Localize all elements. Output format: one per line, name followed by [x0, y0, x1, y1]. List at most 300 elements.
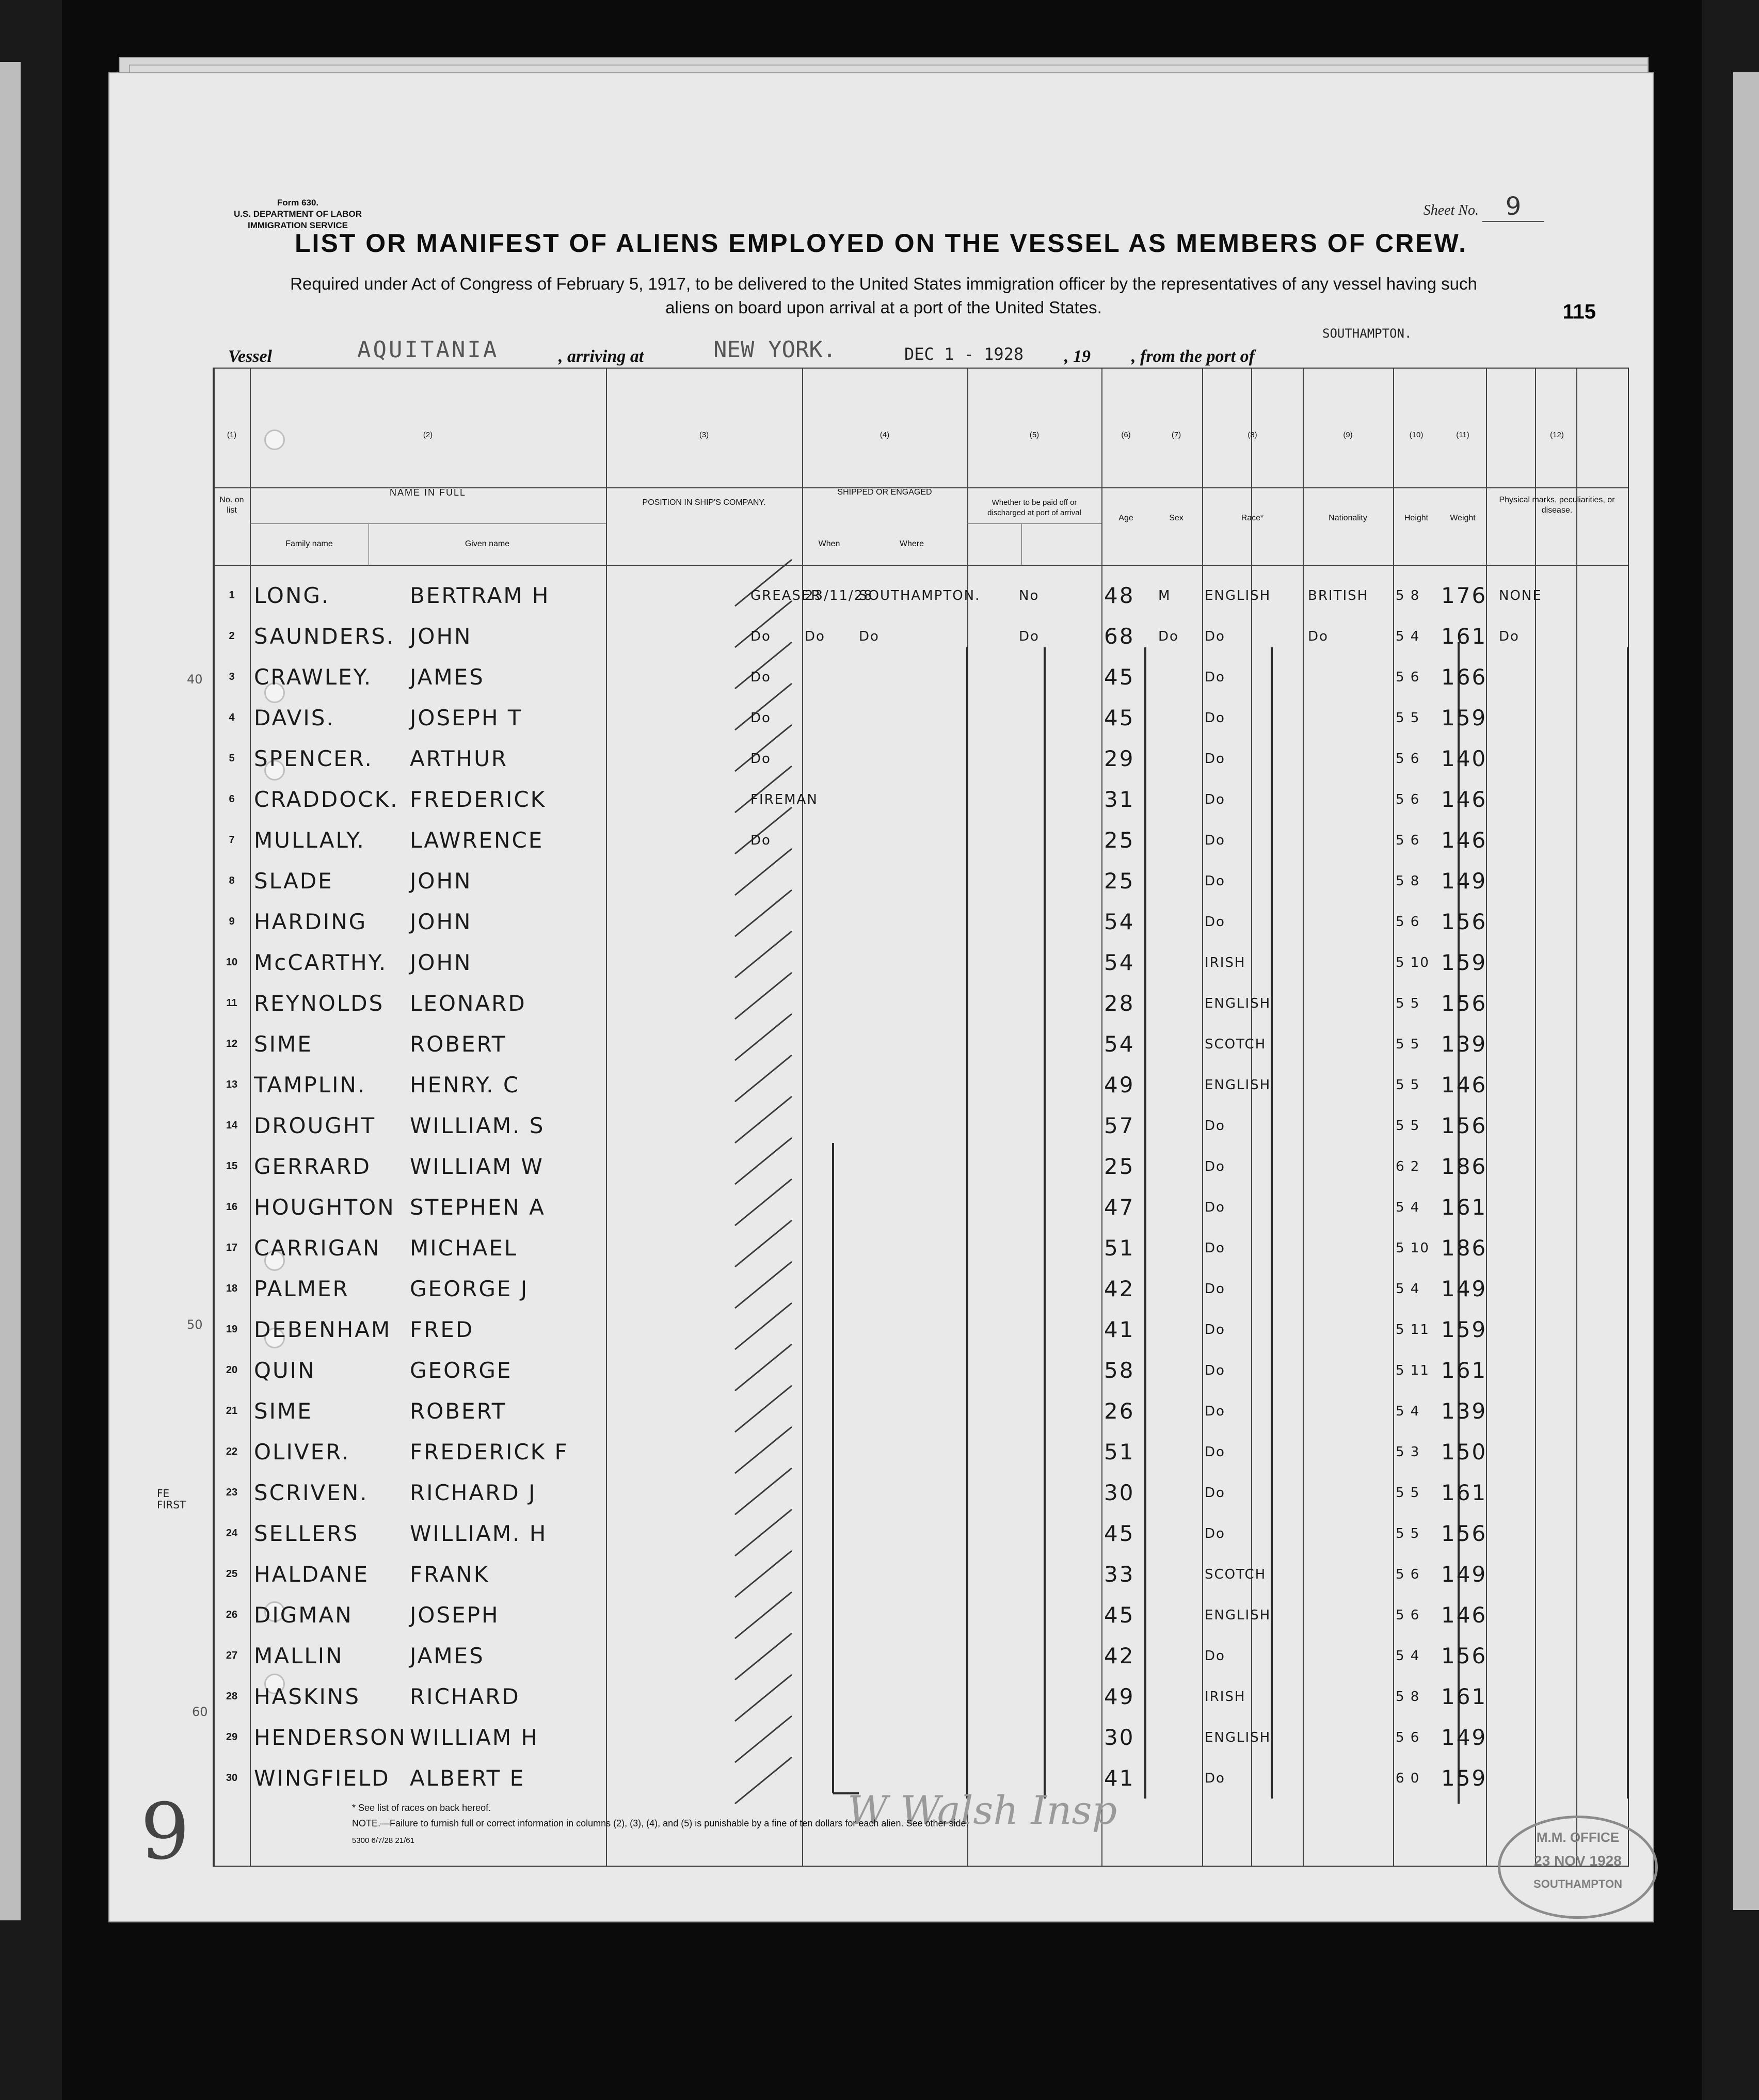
cell-paid: Do	[1019, 628, 1040, 644]
cell-when: Do	[805, 628, 825, 644]
cell-given: JOHN	[410, 909, 472, 934]
cell-nationality	[1308, 1268, 1396, 1309]
cell-no: 23	[226, 1487, 238, 1498]
cell-given: JOSEPH T	[410, 705, 523, 730]
cell-race: Do	[1205, 628, 1225, 644]
cell-where	[859, 1554, 967, 1595]
col-header-height: Height	[1404, 514, 1429, 522]
table-row	[214, 1309, 1628, 1350]
cell-nationality	[1308, 983, 1396, 1024]
cell-height: 5 3	[1396, 1444, 1420, 1460]
cell-family: PALMER	[254, 1276, 349, 1301]
col-header-race: Race*	[1241, 514, 1264, 522]
cell-family: SIME	[254, 1031, 313, 1057]
col-8-number: (8)	[1248, 431, 1257, 439]
cell-no: 6	[229, 793, 235, 805]
cell-sex	[1158, 1024, 1200, 1064]
cell-physical	[1499, 1431, 1602, 1472]
cell-age: 25	[1104, 868, 1135, 894]
cell-physical	[1499, 1595, 1602, 1635]
cell-family: LONG.	[254, 583, 330, 608]
cell-nationality	[1308, 1228, 1396, 1268]
cell-weight: 149	[1441, 1562, 1488, 1587]
cell-race: Do	[1205, 1281, 1225, 1297]
cell-age: 25	[1104, 1154, 1135, 1179]
cell-physical	[1499, 820, 1602, 861]
cell-height: 5 6	[1396, 1566, 1420, 1582]
cell-height: 5 6	[1396, 1729, 1420, 1745]
cell-when	[805, 1105, 861, 1146]
cell-no: 7	[229, 834, 235, 846]
cell-paid	[1019, 738, 1096, 779]
cell-age: 54	[1104, 1031, 1135, 1057]
cell-nationality	[1308, 1431, 1396, 1472]
cell-no: 8	[229, 875, 235, 886]
cell-physical	[1499, 697, 1602, 738]
cell-race: Do	[1205, 1648, 1225, 1664]
col-11-number: (11)	[1456, 431, 1469, 439]
col-3-number: (3)	[699, 431, 709, 439]
cell-when	[805, 942, 861, 983]
cell-when	[805, 697, 861, 738]
document-title: LIST OR MANIFEST OF ALIENS EMPLOYED ON THE VESSEL AS MEMBERS OF CREW.	[295, 229, 1467, 258]
cell-when	[805, 861, 861, 901]
cell-position: Do	[750, 628, 771, 644]
adjacent-page-right	[1733, 72, 1759, 1910]
cell-physical	[1499, 1717, 1602, 1758]
cell-nationality	[1308, 901, 1396, 942]
cell-age: 41	[1104, 1765, 1135, 1791]
cell-nationality	[1308, 697, 1396, 738]
cell-race: ENGLISH	[1205, 1077, 1271, 1093]
cell-nationality	[1308, 1309, 1396, 1350]
cell-weight: 159	[1441, 705, 1488, 730]
cell-race: Do	[1205, 1118, 1225, 1134]
table-row	[214, 1391, 1628, 1431]
cell-height: 5 4	[1396, 1403, 1420, 1419]
cell-family: SELLERS	[254, 1521, 359, 1546]
cell-family: WINGFIELD	[254, 1765, 390, 1791]
cell-family: MALLIN	[254, 1643, 344, 1668]
cell-when	[805, 738, 861, 779]
col-9-number: (9)	[1343, 431, 1353, 439]
cell-when	[805, 1268, 861, 1309]
cell-physical	[1499, 1513, 1602, 1554]
cell-given: GEORGE J	[410, 1276, 529, 1301]
cell-height: 5 11	[1396, 1322, 1430, 1338]
col-header-nationality: Nationality	[1329, 514, 1367, 522]
cell-family: HENDERSON	[254, 1725, 407, 1750]
cell-family: CARRIGAN	[254, 1235, 381, 1261]
cell-nationality	[1308, 1595, 1396, 1635]
cell-weight: 186	[1441, 1235, 1488, 1261]
cell-given: JOHN	[410, 624, 472, 649]
cell-no: 24	[226, 1528, 238, 1539]
cell-paid	[1019, 1676, 1096, 1717]
cell-nationality	[1308, 1024, 1396, 1064]
cell-race: Do	[1205, 751, 1225, 767]
cell-no: 15	[226, 1160, 238, 1172]
sheet-value: 9	[1482, 192, 1544, 222]
cell-when	[805, 820, 861, 861]
col-4-number: (4)	[880, 431, 890, 439]
cell-where	[859, 1105, 967, 1146]
cell-weight: 176	[1441, 583, 1488, 608]
document-subtitle	[213, 272, 1555, 320]
cell-nationality	[1308, 942, 1396, 983]
cell-physical	[1499, 1024, 1602, 1064]
cell-nationality	[1308, 1350, 1396, 1391]
cell-age: 30	[1104, 1725, 1135, 1750]
year-label: , 19	[1064, 347, 1091, 366]
table-row	[214, 697, 1628, 738]
cell-when	[805, 1595, 861, 1635]
cell-sex	[1158, 861, 1200, 901]
cell-where	[859, 1717, 967, 1758]
cell-weight: 156	[1441, 1521, 1488, 1546]
cell-height: 5 5	[1396, 1485, 1420, 1501]
table-row	[214, 901, 1628, 942]
cell-race: Do	[1205, 1485, 1225, 1501]
cell-race: Do	[1205, 1770, 1225, 1786]
footer-note: NOTE.—Failure to furnish full or correct information in columns (2), (3), (4), and (5) is punishable by a fine of ten dollars for each alien. See other side.	[352, 1818, 969, 1828]
cell-age: 54	[1104, 950, 1135, 975]
cell-paid	[1019, 983, 1096, 1024]
cell-race: Do	[1205, 914, 1225, 930]
cell-race: SCOTCH	[1205, 1036, 1267, 1052]
cell-weight: 139	[1441, 1398, 1488, 1424]
cell-age: 47	[1104, 1195, 1135, 1220]
table-row	[214, 983, 1628, 1024]
cell-given: HENRY. C	[410, 1072, 520, 1097]
cell-height: 5 5	[1396, 1077, 1420, 1093]
cell-given: FRED	[410, 1317, 474, 1342]
cell-age: 42	[1104, 1643, 1135, 1668]
arriving-label: , arriving at	[558, 347, 644, 366]
cell-nationality	[1308, 1554, 1396, 1595]
cell-given: BERTRAM H	[410, 583, 550, 608]
cell-weight: 146	[1441, 828, 1488, 853]
col-header-position: POSITION IN SHIP'S COMPANY.	[642, 498, 766, 507]
cell-nationality	[1308, 1105, 1396, 1146]
cell-family: SPENCER.	[254, 746, 373, 771]
col-2-number: (2)	[423, 431, 433, 439]
col-header-weight: Weight	[1450, 514, 1476, 522]
cell-where	[859, 1268, 967, 1309]
cell-race: ENGLISH	[1205, 1607, 1271, 1623]
table-row	[214, 1676, 1628, 1717]
cell-nationality	[1308, 657, 1396, 697]
cell-age: 42	[1104, 1276, 1135, 1301]
cell-sex	[1158, 1187, 1200, 1228]
cell-physical	[1499, 1268, 1602, 1309]
cell-weight: 159	[1441, 1317, 1488, 1342]
cell-where	[859, 820, 967, 861]
races-note: * See list of races on back hereof.	[352, 1803, 491, 1813]
cell-physical	[1499, 861, 1602, 901]
cell-when	[805, 1309, 861, 1350]
cell-paid	[1019, 820, 1096, 861]
margin-note: 60	[192, 1705, 208, 1719]
table-row	[214, 779, 1628, 820]
cell-family: SIME	[254, 1398, 313, 1424]
cell-age: 57	[1104, 1113, 1135, 1138]
cell-where	[859, 697, 967, 738]
col-12-number: (12)	[1550, 431, 1564, 439]
cell-sex	[1158, 697, 1200, 738]
margin-note: 40	[187, 672, 203, 687]
cell-sex	[1158, 1758, 1200, 1799]
cell-nationality	[1308, 1391, 1396, 1431]
cell-sex	[1158, 901, 1200, 942]
cell-no: 2	[229, 630, 235, 642]
cell-sex	[1158, 1309, 1200, 1350]
cell-height: 5 4	[1396, 628, 1420, 644]
sheet-number	[1424, 192, 1544, 222]
cell-race: Do	[1205, 791, 1225, 807]
cell-given: ROBERT	[410, 1398, 507, 1424]
cell-no: 17	[226, 1242, 238, 1253]
cell-when	[805, 1228, 861, 1268]
cell-weight: 156	[1441, 909, 1488, 934]
from-label: , from the port of	[1131, 347, 1255, 366]
cell-family: CRADDOCK.	[254, 787, 399, 812]
cell-age: 28	[1104, 991, 1135, 1016]
cell-sex: M	[1158, 587, 1171, 603]
vessel-label: Vessel	[228, 347, 272, 366]
cell-age: 26	[1104, 1398, 1135, 1424]
subtitle-line-1: Required under Act of Congress of February 5, 1917, to be delivered to the United States immigration officer by the representatives of any vessel having such	[290, 274, 1477, 293]
cell-where	[859, 1431, 967, 1472]
col-6-number: (6)	[1121, 431, 1131, 439]
cell-weight: 139	[1441, 1031, 1488, 1057]
cell-family: SAUNDERS.	[254, 624, 395, 649]
cell-height: 5 6	[1396, 791, 1420, 807]
cell-family: OLIVER.	[254, 1439, 350, 1465]
table-row	[214, 1228, 1628, 1268]
print-code: 5300 6/7/28 21/61	[352, 1836, 414, 1845]
cell-given: FREDERICK	[410, 787, 547, 812]
cell-height: 5 5	[1396, 1118, 1420, 1134]
table-row	[214, 1635, 1628, 1676]
cell-physical	[1499, 901, 1602, 942]
cell-given: JOHN	[410, 950, 472, 975]
col-1-number: (1)	[227, 431, 237, 439]
table-row	[214, 1350, 1628, 1391]
cell-age: 45	[1104, 664, 1135, 690]
cell-sex	[1158, 779, 1200, 820]
cell-physical	[1499, 779, 1602, 820]
cell-sex	[1158, 1431, 1200, 1472]
cell-weight: 146	[1441, 787, 1488, 812]
cell-when	[805, 1513, 861, 1554]
cell-where	[859, 1146, 967, 1187]
cell-physical	[1499, 1350, 1602, 1391]
cell-when	[805, 657, 861, 697]
cell-given: JOHN	[410, 868, 472, 894]
cell-family: GERRARD	[254, 1154, 372, 1179]
cell-sex	[1158, 1595, 1200, 1635]
cell-nationality	[1308, 1758, 1396, 1799]
cell-position: GREASER	[750, 587, 822, 603]
cell-age: 49	[1104, 1684, 1135, 1709]
cell-height: 5 6	[1396, 1607, 1420, 1623]
table-row	[214, 1595, 1628, 1635]
cell-family: DEBENHAM	[254, 1317, 392, 1342]
cell-paid	[1019, 697, 1096, 738]
cell-age: 30	[1104, 1480, 1135, 1505]
cell-age: 45	[1104, 1521, 1135, 1546]
cell-height: 5 8	[1396, 1689, 1420, 1705]
cell-nationality	[1308, 1717, 1396, 1758]
cell-physical	[1499, 1758, 1602, 1799]
cell-when	[805, 1064, 861, 1105]
cell-weight: 156	[1441, 991, 1488, 1016]
cell-where	[859, 1391, 967, 1431]
vessel-name: AQUITANIA	[357, 337, 499, 363]
cell-race: Do	[1205, 1362, 1225, 1378]
cell-nationality	[1308, 779, 1396, 820]
cell-paid	[1019, 942, 1096, 983]
department: U.S. DEPARTMENT OF LABOR	[233, 209, 362, 219]
cell-given: ALBERT E	[410, 1765, 525, 1791]
margin-note-25: FE FIRST	[157, 1487, 186, 1511]
cell-where	[859, 1064, 967, 1105]
cell-when	[805, 1635, 861, 1676]
cell-sex	[1158, 1350, 1200, 1391]
cell-age: 48	[1104, 583, 1135, 608]
table-row	[214, 1064, 1628, 1105]
cell-where: SOUTHAMPTON.	[859, 587, 981, 603]
cell-age: 41	[1104, 1317, 1135, 1342]
cell-weight: 149	[1441, 1725, 1488, 1750]
cell-paid	[1019, 657, 1096, 697]
cell-given: WILLIAM W	[410, 1154, 544, 1179]
arriving-port: NEW YORK.	[713, 337, 837, 363]
cell-weight: 146	[1441, 1602, 1488, 1628]
table-row	[214, 616, 1628, 657]
cell-no: 27	[226, 1650, 238, 1661]
cell-weight: 161	[1441, 1195, 1488, 1220]
cell-paid	[1019, 1268, 1096, 1309]
cell-where	[859, 738, 967, 779]
col-header-given: Given name	[465, 539, 510, 548]
cell-when	[805, 983, 861, 1024]
cell-position: Do	[750, 832, 771, 848]
cell-given: JAMES	[410, 1643, 485, 1668]
table-row	[214, 1431, 1628, 1472]
cell-where	[859, 983, 967, 1024]
cell-weight: 146	[1441, 1072, 1488, 1097]
cell-height: 5 6	[1396, 832, 1420, 848]
cell-no: 19	[226, 1324, 238, 1335]
cell-when	[805, 1391, 861, 1431]
cell-height: 5 5	[1396, 710, 1420, 726]
cell-given: WILLIAM. S	[410, 1113, 545, 1138]
cell-height: 5 10	[1396, 1240, 1430, 1256]
cell-sex	[1158, 1635, 1200, 1676]
col-7-number: (7)	[1171, 431, 1181, 439]
cell-age: 45	[1104, 1602, 1135, 1628]
col-header-when: When	[818, 539, 840, 548]
cell-when	[805, 1554, 861, 1595]
cell-no: 22	[226, 1446, 238, 1457]
table-row	[214, 1105, 1628, 1146]
cell-sex	[1158, 820, 1200, 861]
cell-nationality	[1308, 1513, 1396, 1554]
service: IMMIGRATION SERVICE	[248, 220, 348, 230]
cell-physical	[1499, 1105, 1602, 1146]
cell-sex	[1158, 1676, 1200, 1717]
col-header-where: Where	[899, 539, 924, 548]
from-port: SOUTHAMPTON.	[1322, 326, 1412, 341]
cell-where	[859, 1676, 967, 1717]
cell-height: 5 8	[1396, 587, 1420, 603]
cell-where	[859, 1024, 967, 1064]
cell-nationality	[1308, 1472, 1396, 1513]
cell-age: 31	[1104, 787, 1135, 812]
cell-paid	[1019, 1554, 1096, 1595]
cell-nationality	[1308, 1635, 1396, 1676]
cell-paid	[1019, 1391, 1096, 1431]
cell-given: RICHARD J	[410, 1480, 537, 1505]
cell-where	[859, 657, 967, 697]
cell-height: 5 8	[1396, 873, 1420, 889]
cell-sex	[1158, 1105, 1200, 1146]
cell-no: 10	[226, 957, 238, 968]
cell-paid	[1019, 901, 1096, 942]
cell-height: 5 6	[1396, 914, 1420, 930]
cell-where	[859, 861, 967, 901]
cell-weight: 149	[1441, 868, 1488, 894]
cell-weight: 156	[1441, 1643, 1488, 1668]
cell-physical	[1499, 657, 1602, 697]
cell-family: HASKINS	[254, 1684, 360, 1709]
cell-paid	[1019, 1146, 1096, 1187]
col-header-shipped: SHIPPED OR ENGAGED	[837, 488, 932, 497]
cell-no: 5	[229, 753, 235, 764]
cell-race: Do	[1205, 669, 1225, 685]
cell-race: IRISH	[1205, 954, 1246, 971]
cell-sex	[1158, 1228, 1200, 1268]
cell-no: 3	[229, 671, 235, 682]
cell-paid	[1019, 1717, 1096, 1758]
cell-paid	[1019, 1431, 1096, 1472]
cell-age: 54	[1104, 909, 1135, 934]
col-header-no: No. on list	[219, 496, 244, 515]
cell-age: 51	[1104, 1235, 1135, 1261]
cell-paid	[1019, 1472, 1096, 1513]
cell-weight: 149	[1441, 1276, 1488, 1301]
cell-when	[805, 1187, 861, 1228]
cell-physical	[1499, 1146, 1602, 1187]
cell-height: 5 5	[1396, 1525, 1420, 1541]
cell-age: 51	[1104, 1439, 1135, 1465]
cell-sex	[1158, 1064, 1200, 1105]
cell-where	[859, 1635, 967, 1676]
cell-physical	[1499, 983, 1602, 1024]
cell-race: ENGLISH	[1205, 587, 1271, 603]
cell-when	[805, 779, 861, 820]
cell-height: 5 6	[1396, 669, 1420, 685]
margin-note: 50	[187, 1317, 203, 1332]
cell-physical	[1499, 1676, 1602, 1717]
cell-age: 29	[1104, 746, 1135, 771]
cell-sex	[1158, 657, 1200, 697]
cell-given: WILLIAM. H	[410, 1521, 548, 1546]
cell-family: SCRIVEN.	[254, 1480, 369, 1505]
col-header-physical: Physical marks, peculiarities, or disease.	[1499, 496, 1615, 515]
